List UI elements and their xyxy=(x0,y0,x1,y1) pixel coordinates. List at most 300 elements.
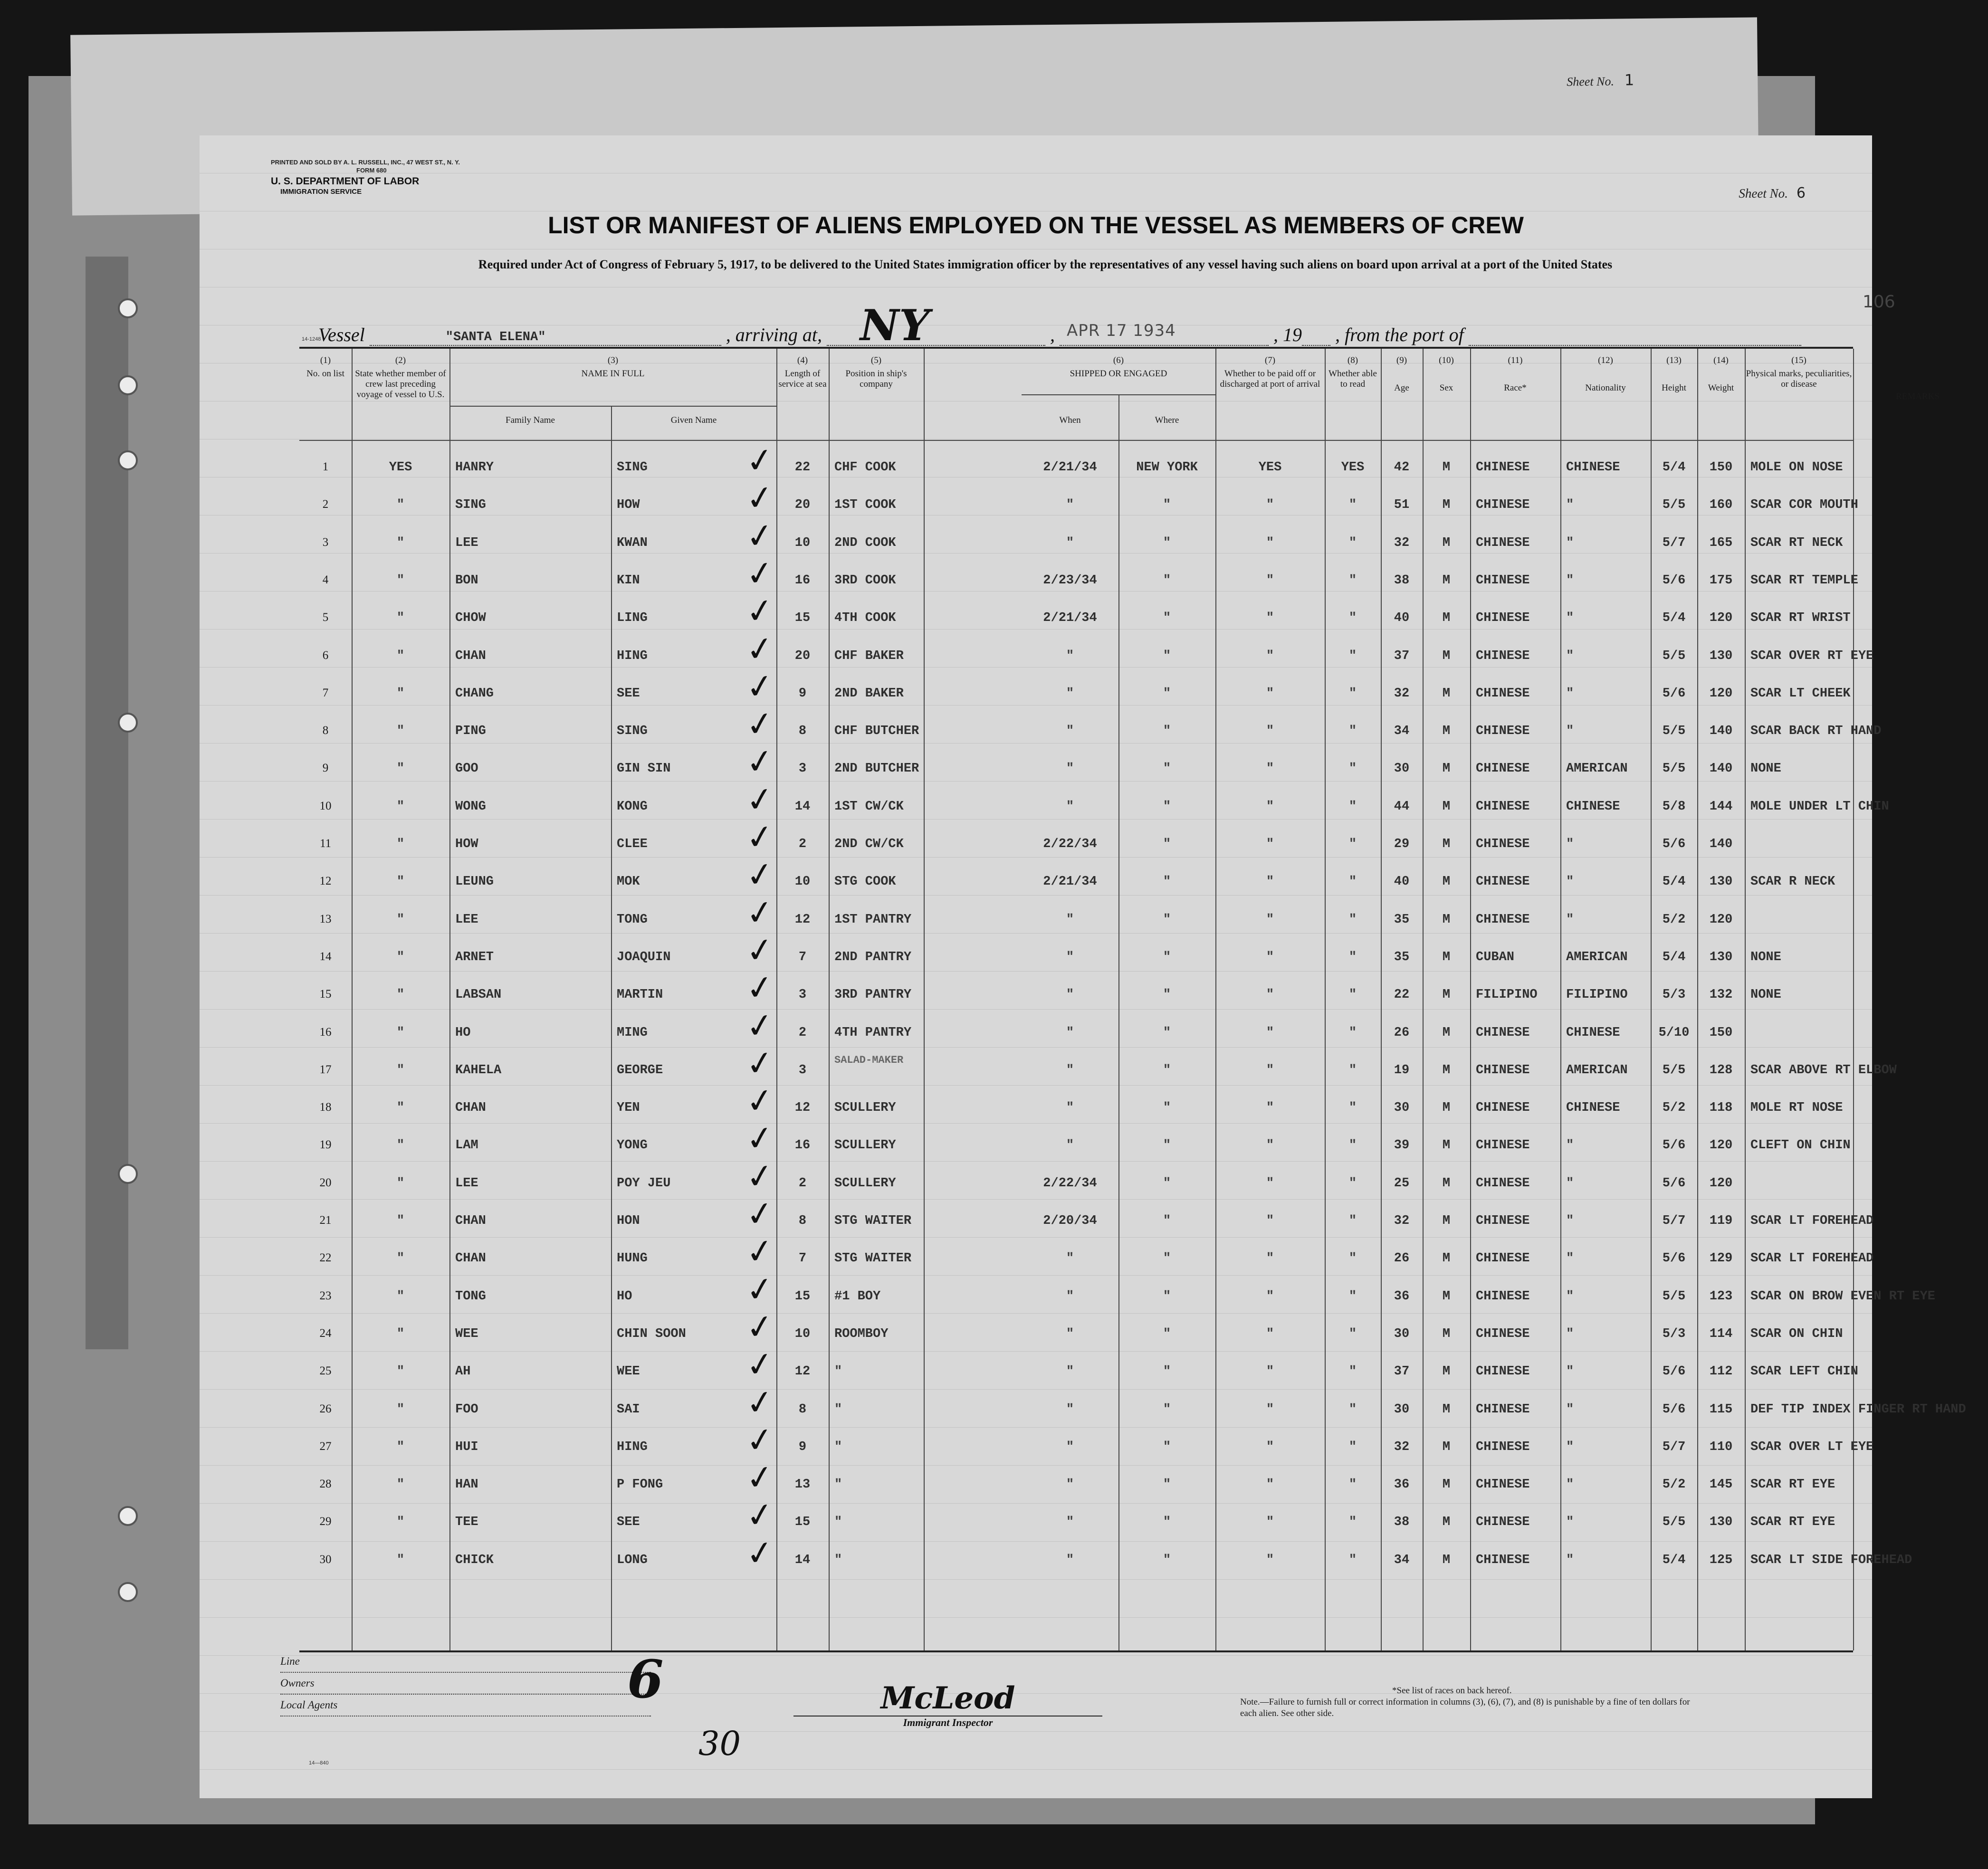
cell-weight: 144 xyxy=(1709,799,1733,814)
cell-age: 34 xyxy=(1394,724,1410,739)
header-length-of-service: (4) Length of service at sea xyxy=(778,355,827,389)
printer-imprint: PRINTED AND SOLD BY A. L. RUSSELL, INC., 47 WEST ST., N. Y. FORM 680 xyxy=(271,159,460,174)
cell-given: SING xyxy=(617,724,648,739)
cell-nationality: " xyxy=(1566,1289,1574,1304)
cell-read: " xyxy=(1348,950,1357,964)
cell-position: CHF BUTCHER xyxy=(834,724,919,739)
table-row xyxy=(299,929,1853,979)
cell-age: 30 xyxy=(1394,1326,1410,1341)
cell-given: HO xyxy=(617,1289,632,1304)
cell-paid: " xyxy=(1266,837,1274,851)
cell-no: 20 xyxy=(319,1176,332,1189)
cell-height: 5/4 xyxy=(1662,1553,1686,1567)
cell-race: CHINESE xyxy=(1476,1138,1530,1153)
check-mark: ✓ xyxy=(743,552,777,595)
cell-weight: 160 xyxy=(1709,498,1733,513)
cell-when: 2/23/34 xyxy=(1043,573,1097,588)
cell-height: 5/2 xyxy=(1662,912,1686,927)
cell-paid: " xyxy=(1266,950,1274,964)
cell-family: CHICK xyxy=(455,1553,494,1567)
check-mark: ✓ xyxy=(743,1155,777,1198)
cell-position: 2ND BUTCHER xyxy=(834,762,919,776)
cell-sex: M xyxy=(1442,573,1451,588)
cell-position: " xyxy=(834,1364,842,1379)
cell-marks: SCAR ABOVE RT ELBOW xyxy=(1750,1063,1897,1078)
cell-prev: " xyxy=(396,648,405,663)
cell-given: HOW xyxy=(617,498,640,513)
cell-read: " xyxy=(1348,1101,1357,1116)
cell-height: 5/6 xyxy=(1662,1251,1686,1266)
cell-sex: M xyxy=(1442,837,1451,851)
cell-prev: " xyxy=(396,498,405,513)
table-row xyxy=(299,1004,1853,1054)
header-shipped-engaged: (6) SHIPPED OR ENGAGED xyxy=(1070,355,1167,379)
cell-height: 5/4 xyxy=(1662,875,1686,889)
cell-where: " xyxy=(1163,648,1171,663)
cell-when: " xyxy=(1066,950,1074,964)
cell-read: " xyxy=(1348,1138,1357,1153)
cell-race: CHINESE xyxy=(1476,875,1530,889)
cell-where: " xyxy=(1163,498,1171,513)
cell-age: 39 xyxy=(1394,1138,1410,1153)
cell-race: CHINESE xyxy=(1476,1214,1530,1228)
cell-nationality: AMERICAN xyxy=(1566,950,1628,964)
cell-height: 5/4 xyxy=(1662,611,1686,626)
cell-position: " xyxy=(834,1402,842,1417)
cell-marks: SCAR ON CHIN xyxy=(1750,1326,1843,1341)
cell-sex: M xyxy=(1442,1553,1451,1567)
cell-height: 5/5 xyxy=(1662,1289,1686,1304)
cell-race: CHINESE xyxy=(1476,912,1530,927)
cell-age: 35 xyxy=(1394,950,1410,964)
table-row xyxy=(299,1456,1853,1506)
cell-sex: M xyxy=(1442,1101,1451,1116)
header-previous-voyage: (2) State whether member of crew last preceding voyage of vessel to U.S. xyxy=(355,355,446,400)
background-sheet-number: Sheet No. 1 xyxy=(1567,71,1634,89)
cell-family: GOO xyxy=(455,762,478,776)
cell-service: 10 xyxy=(794,875,811,889)
crew-table xyxy=(299,347,1966,1652)
cell-paid: YES xyxy=(1258,460,1282,475)
check-mark: ✓ xyxy=(743,1494,777,1537)
cell-age: 26 xyxy=(1394,1251,1410,1266)
cell-when: " xyxy=(1066,648,1074,663)
cell-race: CHINESE xyxy=(1476,1515,1530,1530)
cell-family: PING xyxy=(455,724,486,739)
cell-no: 11 xyxy=(319,837,332,850)
cell-height: 5/7 xyxy=(1662,1440,1686,1454)
cell-nationality: CHINESE xyxy=(1566,799,1620,814)
cell-race: CHINESE xyxy=(1476,1553,1530,1567)
cell-race: CHINESE xyxy=(1476,1101,1530,1116)
table-row xyxy=(299,1079,1853,1129)
header-nationality: (12) Nationality xyxy=(1585,355,1626,393)
cell-nationality: " xyxy=(1566,648,1574,663)
table-row xyxy=(299,778,1889,828)
cell-where: " xyxy=(1163,912,1171,927)
cell-position: 1ST COOK xyxy=(834,498,896,513)
cell-no: 27 xyxy=(319,1440,332,1453)
cell-read: " xyxy=(1348,686,1357,701)
cell-age: 37 xyxy=(1394,648,1410,663)
vessel-name-field xyxy=(370,323,721,346)
cell-nationality: FILIPINO xyxy=(1566,988,1628,1002)
cell-sex: M xyxy=(1442,724,1451,739)
cell-height: 5/5 xyxy=(1662,498,1686,513)
cell-nationality: " xyxy=(1566,1214,1574,1228)
cell-marks: SCAR BACK RT HAND xyxy=(1750,724,1882,739)
cell-given: WEE xyxy=(617,1364,640,1379)
cell-prev: " xyxy=(396,1176,405,1191)
cell-service: 14 xyxy=(794,1553,811,1567)
cell-family: CHOW xyxy=(455,611,486,626)
table-row xyxy=(299,1419,1874,1468)
cell-when: " xyxy=(1066,762,1074,776)
cell-where: " xyxy=(1163,573,1171,588)
cell-marks: CLEFT ON CHIN xyxy=(1750,1138,1851,1153)
arriving-port-handwritten: NY xyxy=(860,300,930,351)
cell-service: 12 xyxy=(794,912,811,927)
cell-sex: M xyxy=(1442,762,1451,776)
header-when: When xyxy=(1059,415,1081,425)
table-row xyxy=(299,1230,1874,1280)
cell-prev: " xyxy=(396,686,405,701)
cell-where: " xyxy=(1163,1478,1171,1492)
cell-height: 5/5 xyxy=(1662,762,1686,776)
cell-height: 5/6 xyxy=(1662,1176,1686,1191)
cell-where: " xyxy=(1163,1063,1171,1078)
cell-weight: 130 xyxy=(1709,950,1733,964)
cell-position: 2ND PANTRY xyxy=(834,950,912,964)
cell-given: KWAN xyxy=(617,535,648,550)
table-row xyxy=(299,1155,1853,1205)
cell-marks: SCAR LT FOREHEAD xyxy=(1750,1214,1874,1228)
cell-prev: " xyxy=(396,1289,405,1304)
cell-position: 4TH COOK xyxy=(834,611,896,626)
cell-height: 5/2 xyxy=(1662,1478,1686,1492)
cell-read: YES xyxy=(1341,460,1365,475)
table-row xyxy=(299,439,1853,489)
table-row xyxy=(299,1117,1853,1167)
cell-paid: " xyxy=(1266,1478,1274,1492)
cell-sex: M xyxy=(1442,1214,1451,1228)
cell-where: " xyxy=(1163,1326,1171,1341)
cell-where: " xyxy=(1163,1553,1171,1567)
cell-paid: " xyxy=(1266,1515,1274,1530)
cell-where: " xyxy=(1163,724,1171,739)
header-name: (3) NAME IN FULL xyxy=(581,355,645,379)
check-mark: ✓ xyxy=(743,1230,777,1273)
cell-marks: SCAR LEFT CHIN xyxy=(1750,1364,1858,1379)
cell-paid: " xyxy=(1266,875,1274,889)
cell-nationality: " xyxy=(1566,1553,1574,1567)
cell-age: 40 xyxy=(1394,611,1410,626)
cell-age: 42 xyxy=(1394,460,1410,475)
cell-race: CHINESE xyxy=(1476,762,1530,776)
cell-when: " xyxy=(1066,1402,1074,1417)
page-number: 106 xyxy=(1863,292,1895,312)
cell-sex: M xyxy=(1442,799,1451,814)
cell-position: ROOMBOY xyxy=(834,1326,889,1341)
cell-when: " xyxy=(1066,1138,1074,1153)
cell-race: CHINESE xyxy=(1476,1063,1530,1078)
cell-weight: 123 xyxy=(1709,1289,1733,1304)
cell-no: 17 xyxy=(319,1063,332,1076)
cell-marks: SCAR RT NECK xyxy=(1750,535,1843,550)
cell-position: 1ST CW/CK xyxy=(834,799,904,814)
cell-prev: " xyxy=(396,762,405,776)
cell-prev: " xyxy=(396,837,405,851)
cell-race: CHINESE xyxy=(1476,1478,1530,1492)
binder-hole xyxy=(118,1506,138,1526)
binder-hole xyxy=(118,713,138,733)
arriving-label: , arriving at, xyxy=(726,324,822,345)
cell-service: 16 xyxy=(794,1138,811,1153)
header-physical-marks: (15) Physical marks, peculiarities, or disease xyxy=(1746,355,1852,389)
cell-sex: M xyxy=(1442,1289,1451,1304)
cell-prev: " xyxy=(396,1326,405,1341)
cell-read: " xyxy=(1348,1289,1357,1304)
check-mark: ✓ xyxy=(743,1456,777,1499)
cell-service: 20 xyxy=(794,498,811,513)
cell-prev: " xyxy=(396,1214,405,1228)
cell-where: " xyxy=(1163,1101,1171,1116)
cell-when: " xyxy=(1066,1478,1074,1492)
cell-age: 30 xyxy=(1394,1101,1410,1116)
cell-when: " xyxy=(1066,724,1074,739)
cell-race: CHINESE xyxy=(1476,686,1530,701)
cell-marks: SCAR OVER RT EYE xyxy=(1750,648,1874,663)
cell-when: 2/21/34 xyxy=(1043,611,1097,626)
cell-when: " xyxy=(1066,1289,1074,1304)
cell-prev: " xyxy=(396,799,405,814)
cell-where: " xyxy=(1163,1364,1171,1379)
cell-service: 2 xyxy=(798,1025,807,1040)
cell-family: KAHELA xyxy=(455,1063,502,1078)
check-mark: ✓ xyxy=(743,439,777,482)
check-mark: ✓ xyxy=(743,703,777,745)
cell-no: 28 xyxy=(319,1478,332,1491)
cell-family: CHAN xyxy=(455,648,486,663)
table-row xyxy=(299,627,1874,677)
cell-given: POY JEU xyxy=(617,1176,671,1191)
cell-where: " xyxy=(1163,950,1171,964)
cell-height: 5/5 xyxy=(1662,724,1686,739)
cell-sex: M xyxy=(1442,1440,1451,1454)
cell-where: " xyxy=(1163,988,1171,1002)
header-family-name: Family Name xyxy=(506,415,555,425)
cell-age: 34 xyxy=(1394,1553,1410,1567)
cell-family: ARNET xyxy=(455,950,494,964)
cell-service: 15 xyxy=(794,1289,811,1304)
cell-height: 5/6 xyxy=(1662,686,1686,701)
cell-paid: " xyxy=(1266,1138,1274,1153)
table-row xyxy=(299,1381,1966,1431)
cell-race: CHINESE xyxy=(1476,648,1530,663)
cell-paid: " xyxy=(1266,1176,1274,1191)
cell-sex: M xyxy=(1442,498,1451,513)
cell-nationality: " xyxy=(1566,912,1574,927)
sheet-number: Sheet No. 6 xyxy=(1739,185,1806,201)
cell-service: 15 xyxy=(794,1515,811,1530)
cell-height: 5/4 xyxy=(1662,950,1686,964)
cell-position: " xyxy=(834,1478,842,1492)
cell-nationality: " xyxy=(1566,686,1574,701)
cell-paid: " xyxy=(1266,686,1274,701)
cell-position: CHF COOK xyxy=(834,460,896,475)
table-row xyxy=(299,1042,1897,1092)
cell-race: CHINESE xyxy=(1476,460,1530,475)
cell-when: " xyxy=(1066,1326,1074,1341)
cell-marks: SCAR RT EYE xyxy=(1750,1478,1835,1492)
cell-where: " xyxy=(1163,1025,1171,1040)
cell-given: SAI xyxy=(617,1402,640,1417)
cell-service: 3 xyxy=(798,988,807,1002)
cell-no: 6 xyxy=(322,648,329,662)
cell-given: HING xyxy=(617,1440,648,1454)
cell-family: LEE xyxy=(455,1176,478,1191)
manifest-sheet xyxy=(200,135,1966,1798)
check-mark: ✓ xyxy=(743,816,777,858)
cell-race: CHINESE xyxy=(1476,498,1530,513)
cell-position: 3RD COOK xyxy=(834,573,896,588)
cell-no: 24 xyxy=(319,1326,332,1340)
cell-weight: 118 xyxy=(1709,1101,1733,1116)
check-mark: ✓ xyxy=(743,853,777,896)
cell-age: 36 xyxy=(1394,1289,1410,1304)
cell-nationality: AMERICAN xyxy=(1566,1063,1628,1078)
table-row xyxy=(299,891,1853,941)
cell-service: 15 xyxy=(794,611,811,626)
manifest-title: LIST OR MANIFEST OF ALIENS EMPLOYED ON THE VESSEL AS MEMBERS OF CREW xyxy=(548,212,1524,238)
cell-weight: 140 xyxy=(1709,724,1733,739)
cell-read: " xyxy=(1348,648,1357,663)
cell-read: " xyxy=(1348,573,1357,588)
binder-hole xyxy=(118,298,138,318)
cell-no: 30 xyxy=(319,1553,332,1566)
cell-height: 5/6 xyxy=(1662,1402,1686,1417)
cell-height: 5/6 xyxy=(1662,837,1686,851)
cell-no: 18 xyxy=(319,1101,332,1114)
cell-where: " xyxy=(1163,1289,1171,1304)
cell-prev: " xyxy=(396,875,405,889)
cell-position: " xyxy=(834,1553,842,1567)
handwritten-six: 6 xyxy=(627,1649,664,1710)
cell-paid: " xyxy=(1266,988,1274,1002)
cell-position: SCULLERY xyxy=(834,1101,896,1116)
cell-weight: 128 xyxy=(1709,1063,1733,1078)
cell-family: HANRY xyxy=(455,460,494,475)
cell-weight: 140 xyxy=(1709,762,1733,776)
cell-read: " xyxy=(1348,837,1357,851)
cell-marks: SCAR RT WRIST xyxy=(1750,611,1851,626)
cell-service: 14 xyxy=(794,799,811,814)
cell-nationality: " xyxy=(1566,1176,1574,1191)
cell-paid: " xyxy=(1266,724,1274,739)
cell-paid: " xyxy=(1266,535,1274,550)
cell-where: " xyxy=(1163,837,1171,851)
cell-height: 5/7 xyxy=(1662,1214,1686,1228)
cell-age: 37 xyxy=(1394,1364,1410,1379)
cell-no: 14 xyxy=(319,950,332,963)
cell-family: TEE xyxy=(455,1515,478,1530)
cell-no: 23 xyxy=(319,1289,332,1302)
cell-race: CHINESE xyxy=(1476,1402,1530,1417)
side-tab xyxy=(86,257,128,1349)
cell-given: KONG xyxy=(617,799,648,814)
check-mark: ✓ xyxy=(743,514,777,557)
cell-age: 26 xyxy=(1394,1025,1410,1040)
cell-race: CHINESE xyxy=(1476,573,1530,588)
cell-height: 5/2 xyxy=(1662,1101,1686,1116)
cell-prev: YES xyxy=(389,460,412,475)
cell-prev: " xyxy=(396,1138,405,1153)
header-weight: (14) Weight xyxy=(1708,355,1734,393)
table-row xyxy=(299,1532,1912,1582)
cell-read: " xyxy=(1348,1063,1357,1078)
cell-no: 21 xyxy=(319,1214,332,1227)
cell-height: 5/5 xyxy=(1662,1063,1686,1078)
cell-family: SING xyxy=(455,498,486,513)
cell-weight: 120 xyxy=(1709,686,1733,701)
cell-sex: M xyxy=(1442,950,1451,964)
cell-no: 1 xyxy=(322,460,329,473)
cell-prev: " xyxy=(396,724,405,739)
cell-paid: " xyxy=(1266,611,1274,626)
line-field: Line xyxy=(280,1651,651,1673)
cell-family: CHAN xyxy=(455,1101,486,1116)
cell-paid: " xyxy=(1266,498,1274,513)
table-row xyxy=(299,816,1853,866)
cell-paid: " xyxy=(1266,1402,1274,1417)
header-given-name: Given Name xyxy=(670,415,717,425)
cell-sex: M xyxy=(1442,1515,1451,1530)
cell-where: " xyxy=(1163,611,1171,626)
cell-weight: 175 xyxy=(1709,573,1733,588)
cell-given: CHIN SOON xyxy=(617,1326,686,1341)
binder-hole xyxy=(118,375,138,395)
cell-nationality: " xyxy=(1566,535,1574,550)
cell-read: " xyxy=(1348,1364,1357,1379)
cell-position: 3RD PANTRY xyxy=(834,988,912,1002)
cell-read: " xyxy=(1348,799,1357,814)
cell-when: 2/22/34 xyxy=(1043,1176,1097,1191)
cell-marks: SCAR COR MOUTH xyxy=(1750,498,1858,513)
cell-service: 3 xyxy=(798,1063,807,1078)
cell-weight: 110 xyxy=(1709,1440,1733,1454)
cell-read: " xyxy=(1348,498,1357,513)
cell-service: 10 xyxy=(794,1326,811,1341)
cell-given: HON xyxy=(617,1214,640,1228)
cell-nationality: " xyxy=(1566,1326,1574,1341)
cell-nationality: " xyxy=(1566,875,1574,889)
check-mark: ✓ xyxy=(743,1268,777,1311)
table-row xyxy=(299,1343,1858,1393)
cell-race: CHINESE xyxy=(1476,1440,1530,1454)
cell-when: " xyxy=(1066,1515,1074,1530)
cell-no: 26 xyxy=(319,1402,332,1415)
cell-given: MING xyxy=(617,1025,648,1040)
cell-weight: 130 xyxy=(1709,875,1733,889)
cell-prev: " xyxy=(396,573,405,588)
cell-paid: " xyxy=(1266,1025,1274,1040)
vessel-name: "SANTA ELENA" xyxy=(445,330,546,344)
table-row xyxy=(299,665,1853,715)
cell-nationality: " xyxy=(1566,837,1574,851)
cell-marks: SCAR LT SIDE FOREHEAD xyxy=(1750,1553,1912,1567)
cell-marks: DEF TIP INDEX FINGER RT HAND xyxy=(1750,1402,1966,1417)
cell-given: SING xyxy=(617,460,648,475)
